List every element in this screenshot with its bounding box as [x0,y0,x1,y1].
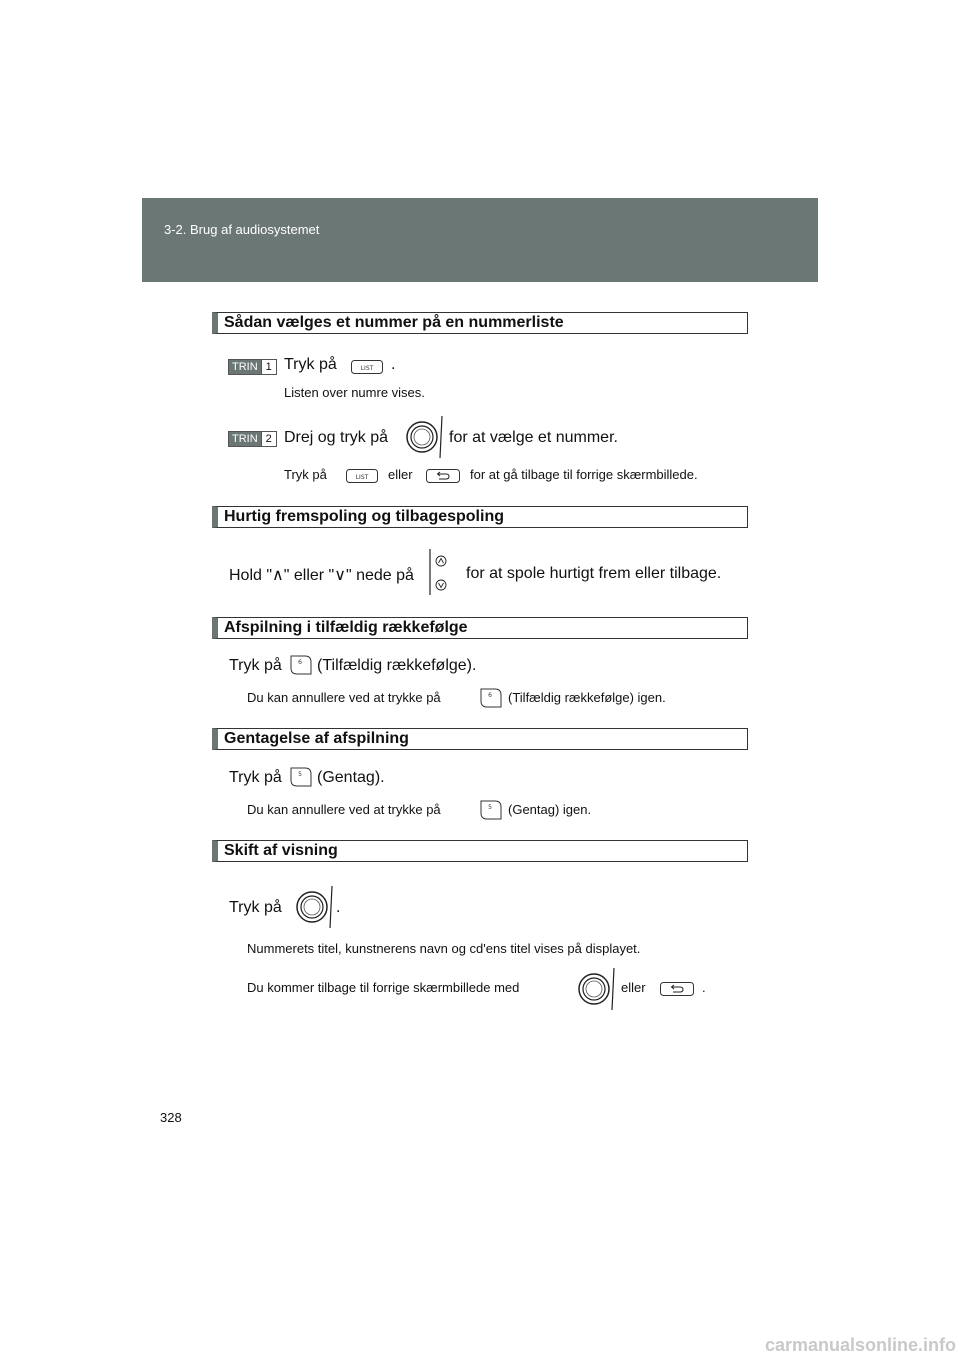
repeat-note-b: (Gentag) igen. [508,802,592,817]
random-button-icon [290,655,312,675]
seek-text-b: for at spole hurtigt frem eller tilbage. [466,565,722,582]
section-title-display: Skift af visning [212,840,748,862]
chapter-header [142,198,818,282]
svg-text:6: 6 [488,692,492,699]
tune-knob-icon-3 [576,966,616,1012]
random-button-icon-2 [480,688,502,708]
svg-text:LIST: LIST [355,474,369,481]
svg-text:5: 5 [298,771,302,778]
step1-note: Listen over numre vises. [284,385,425,400]
tune-knob-icon [404,414,444,460]
svg-text:5: 5 [488,804,492,811]
section-title-repeat: Gentagelse af afspilning [212,728,748,750]
random-note-b: (Tilfældig rækkefølge) igen. [508,690,666,705]
page-number: 328 [160,1110,182,1125]
svg-text:LIST: LIST [360,365,374,372]
display-text-a: Tryk på [229,899,282,916]
display-note2-b: eller [621,980,646,995]
chapter-title: 3-2. Brug af audiosystemet [164,222,320,237]
step2-note-c: for at gå tilbage til forrige skærmbillede. [470,467,698,482]
section-title-seek: Hurtig fremspoling og tilbagespoling [212,506,748,528]
step2-note-a: Tryk på [284,467,327,482]
seek-text-a: Hold "∧" eller "∨" nede på [229,567,414,584]
repeat-text-b: (Gentag). [317,769,385,786]
back-button-icon-2 [660,982,694,996]
back-button-icon [426,469,460,483]
display-note1: Nummerets titel, kunstnerens navn og cd'ens titel vises på displayet. [247,941,641,956]
random-text-a: Tryk på [229,657,282,674]
random-text-b: (Tilfældig rækkefølge). [317,657,477,674]
section-title-random: Afspilning i tilfældig rækkefølge [212,617,748,639]
repeat-note-a: Du kan annullere ved at trykke på [247,802,441,817]
svg-text:6: 6 [298,659,302,666]
section-title-select: Sådan vælges et nummer på en nummerliste [212,312,748,334]
display-note2-a: Du kommer tilbage til forrige skærmbillede med [247,980,520,995]
step1-text-b: . [391,356,396,373]
tune-knob-icon-2 [294,884,334,930]
step2-note-b: eller [388,467,413,482]
seek-up-down-icon [428,547,458,597]
repeat-button-icon [290,767,312,787]
list-button-icon [351,360,383,374]
repeat-button-icon-2 [480,800,502,820]
repeat-text-a: Tryk på [229,769,282,786]
step2-text-b: for at vælge et nummer. [449,429,618,446]
random-note-a: Du kan annullere ved at trykke på [247,690,441,705]
list-button-icon-2 [346,469,378,483]
step-badge-1: TRIN 1 [228,359,277,375]
step1-text-a: Tryk på [284,356,337,373]
watermark: carmanualsonline.info [764,1335,956,1355]
step-badge-2: TRIN 2 [228,431,277,447]
display-text-b: . [336,899,341,916]
display-note2-c: . [702,980,706,995]
step2-text-a: Drej og tryk på [284,429,389,446]
